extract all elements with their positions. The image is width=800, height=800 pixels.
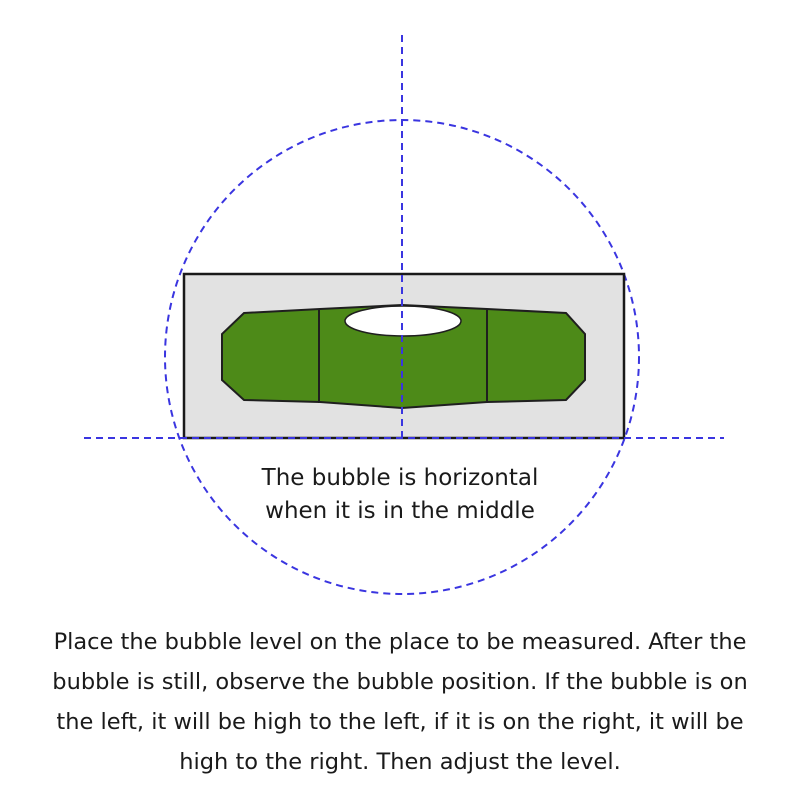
caption-line-2: when it is in the middle [265, 498, 535, 524]
diagram-caption [200, 462, 600, 528]
instructions-line-4: high to the right. Then adjust the level. [179, 749, 621, 775]
instructions-line-1: Place the bubble level on the place to be measured. After the [53, 629, 747, 655]
instructions-line-2: bubble is still, observe the bubble position. If the bubble is on [52, 669, 748, 695]
usage-instructions [20, 622, 780, 782]
instructions-line-3: the left, it will be high to the left, if it is on the right, it will be [56, 709, 744, 735]
bubble [345, 306, 461, 336]
caption-line-1: The bubble is horizontal [261, 465, 539, 491]
